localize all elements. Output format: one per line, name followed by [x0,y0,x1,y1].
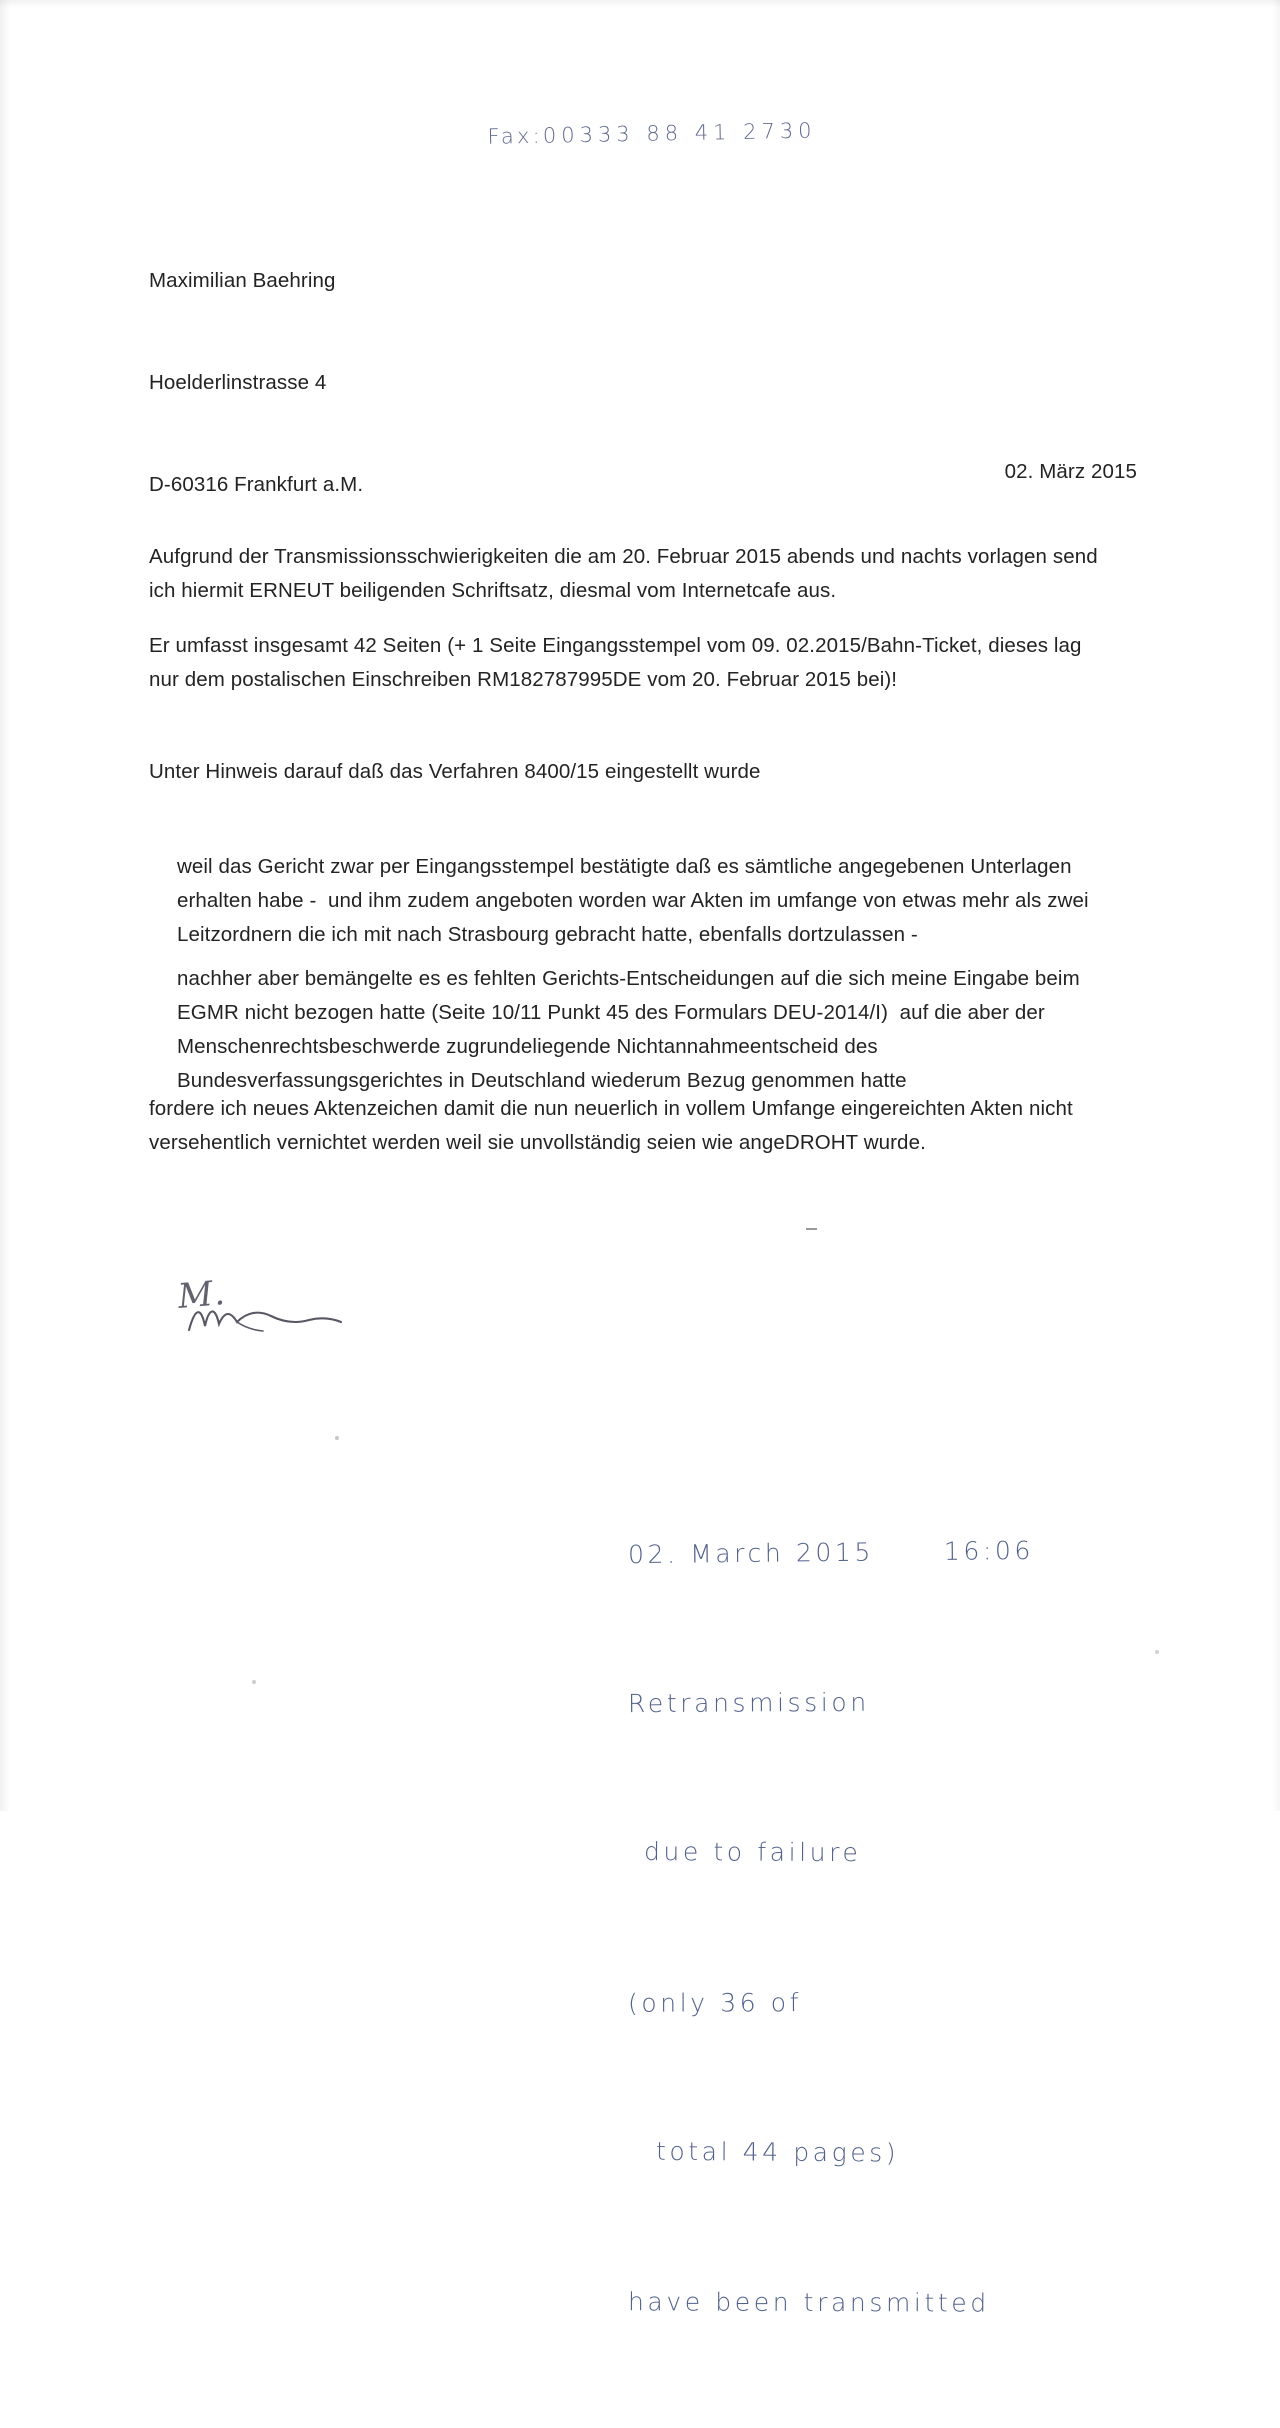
handwritten-retransmission-note [628,1428,1034,2428]
sender-name: Maximilian Baehring [149,269,336,292]
body-paragraph-6: fordere ich neues Aktenzeichen damit die nun neuerlich in vollem Umfange eingereichten Akten nicht versehentlich vernichtet werden weil sie unvollständig seien wie angeDROHT wurde. [149,1097,1079,1154]
sender-city: D-60316 Frankfurt a.M. [149,473,364,496]
note-line-4: (only 36 of [627,1988,803,2018]
fax-number-value: 00333 88 41 2730 [542,118,817,148]
letter-date: 02. März 2015 [1004,460,1137,483]
scan-speck [252,1680,256,1684]
note-date: 02. March 2015 [627,1537,875,1570]
note-line-2: Retransmission [627,1687,870,1719]
body-paragraph-2: Er umfasst insgesamt 42 Seiten (+ 1 Seite Eingangsstempel vom 09. 02.2015/Bahn-Ticket, dieses lag nur dem postalischen Einschreiben RM182787995DE vom 20. Februar 2015 bei)! [149,634,1088,691]
sender-address-block [149,196,363,570]
scan-speck [1155,1650,1159,1654]
stray-dash-mark [806,1228,817,1230]
handwritten-signature-initials: M. [176,1273,228,1317]
note-time: 16:06 [943,1535,1035,1566]
scan-edge-shading-left [0,0,10,1811]
body-paragraph-1: Aufgrund der Transmissionsschwierigkeiten die am 20. Februar 2015 abends und nachts vorlagen send ich hiermit ERNEUT beiligenden Schriftsatz, diesmal vom Internetcafe aus. [149,545,1104,602]
fax-label: Fax: [487,123,544,149]
body-paragraph-3: Unter Hinweis darauf daß das Verfahren 8400/15 eingestellt wurde [149,760,761,783]
sender-street: Hoelderlinstrasse 4 [149,371,327,394]
scan-edge-shading-right [1272,0,1280,1811]
body-paragraph-5-indented: nachher aber bemängelte es es fehlten Gerichts-Entscheidungen auf die sich meine Eingabe beim EGMR nicht bezogen hatte (Seite 10/11 Punkt 45 des Formulars DEU-2014/I) auf die aber der Menschenrechtsbeschwerde zugrundeliegende Nichtannahmeentscheid des Bundesverfassungsgerichtes in Deutschland wiederum Bezug genommen hatte [177,967,1086,1092]
handwritten-fax-number [447,94,817,173]
note-line-3: due to failure [643,1837,862,1868]
scan-speck [335,1436,339,1440]
note-line-6: have been transmitted [627,2287,990,2318]
note-line-5: total 44 pages) [655,2136,900,2168]
note-line-1 [628,1526,1034,1580]
scan-edge-shading-top [0,0,1280,8]
body-paragraph-4-indented: weil das Gericht zwar per Eingangsstempel bestätigte daß es sämtliche angegebenen Unterlagen erhalten habe - und ihm zudem angeboten worden war Akten im umfange von etwas mehr als zwei Leitzordnern die ich mit nach Strasbourg gebracht hatte, ebenfalls dortzulassen - [177,855,1095,946]
